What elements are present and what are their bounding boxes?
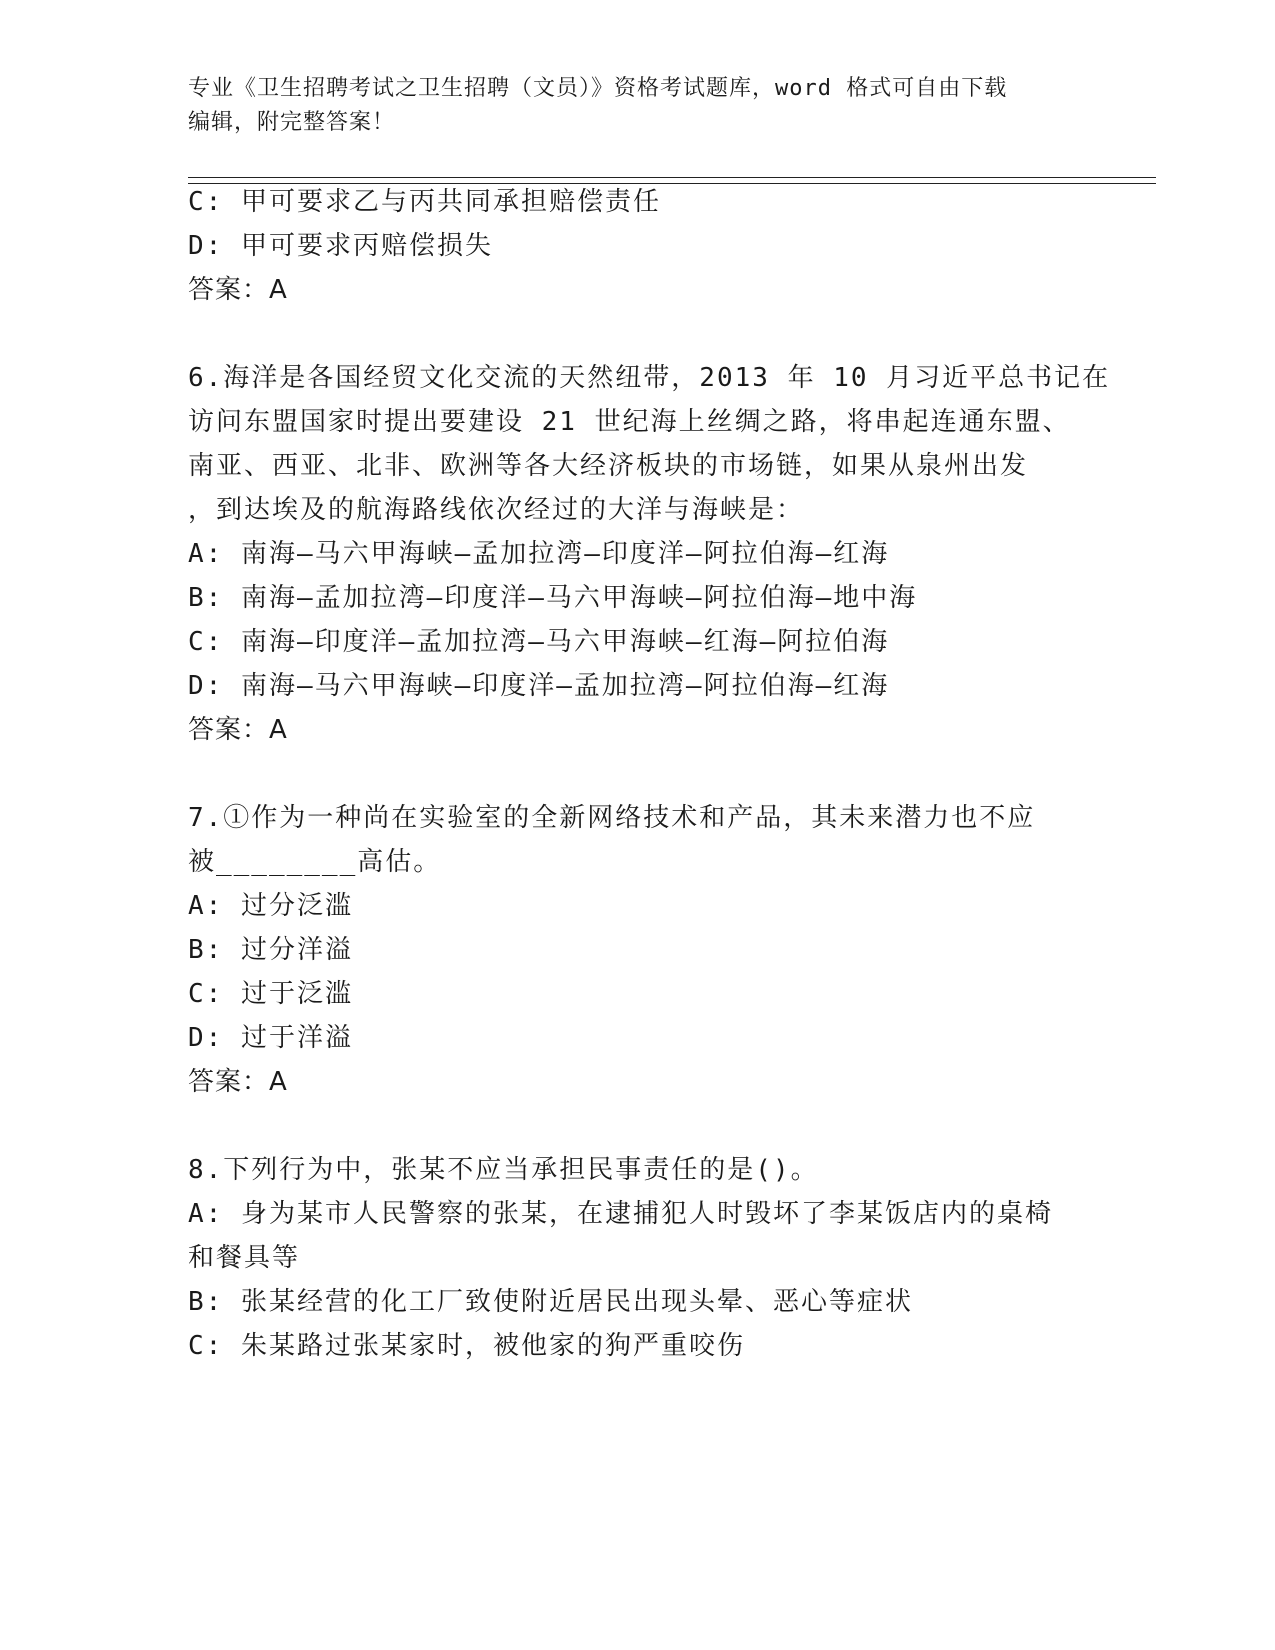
q6-option-d: D: 南海—马六甲海峡—印度洋—孟加拉湾—阿拉伯海—红海 [188, 671, 890, 701]
q6-stem-line-1: 6.海洋是各国经贸文化交流的天然纽带，2013 年 10 月习近平总书记在 [188, 363, 1111, 393]
header-rule-bottom [188, 183, 1156, 184]
q8-option-c: C: 朱某路过张某家时，被他家的狗严重咬伤 [188, 1331, 745, 1361]
q8-option-a-line-2: 和餐具等 [188, 1243, 301, 1273]
q5-option-c: C: 甲可要求乙与丙共同承担赔偿责任 [188, 187, 661, 217]
q5-option-d: D: 甲可要求丙赔偿损失 [188, 231, 493, 261]
q6-stem-line-2: 访问东盟国家时提出要建设 21 世纪海上丝绸之路，将串起连通东盟、 [188, 407, 1071, 437]
header-line-1: 专业《卫生招聘考试之卫生招聘（文员）》资格考试题库，word 格式可自由下载 [188, 76, 1008, 101]
q6-stem-line-3: 南亚、西亚、北非、欧洲等各大经济板块的市场链，如果从泉州出发 [188, 451, 1029, 481]
q7-option-b: B: 过分洋溢 [188, 935, 353, 965]
q8-option-b: B: 张某经营的化工厂致使附近居民出现头晕、恶心等症状 [188, 1287, 913, 1317]
header-rule-top [188, 177, 1156, 178]
header-line-2: 编辑，附完整答案！ [188, 110, 396, 135]
page-header [188, 72, 1108, 140]
q7-answer: 答案：A [188, 1067, 288, 1097]
q7-option-d: D: 过于洋溢 [188, 1023, 353, 1053]
q7-option-c: C: 过于泛滥 [188, 979, 353, 1009]
q6-option-b: B: 南海—孟加拉湾—印度洋—马六甲海峡—阿拉伯海—地中海 [188, 583, 918, 613]
q7-option-a: A: 过分泛滥 [188, 891, 353, 921]
q8-option-a-line-1: A: 身为某市人民警察的张某，在逮捕犯人时毁坏了李某饭店内的桌椅 [188, 1199, 1053, 1229]
q6-answer: 答案：A [188, 715, 288, 745]
q6-option-a: A: 南海—马六甲海峡—孟加拉湾—印度洋—阿拉伯海—红海 [188, 539, 890, 569]
q6-option-c: C: 南海—印度洋—孟加拉湾—马六甲海峡—红海—阿拉伯海 [188, 627, 890, 657]
q7-stem-line-1: 7.①作为一种尚在实验室的全新网络技术和产品，其未来潜力也不应 [188, 803, 1036, 833]
q7-stem-line-2: 被________高估。 [188, 847, 442, 877]
q8-stem: 8.下列行为中，张某不应当承担民事责任的是()。 [188, 1155, 819, 1185]
q5-answer: 答案：A [188, 275, 288, 305]
q6-stem-line-4: ，到达埃及的航海路线依次经过的大洋与海峡是： [188, 495, 805, 525]
